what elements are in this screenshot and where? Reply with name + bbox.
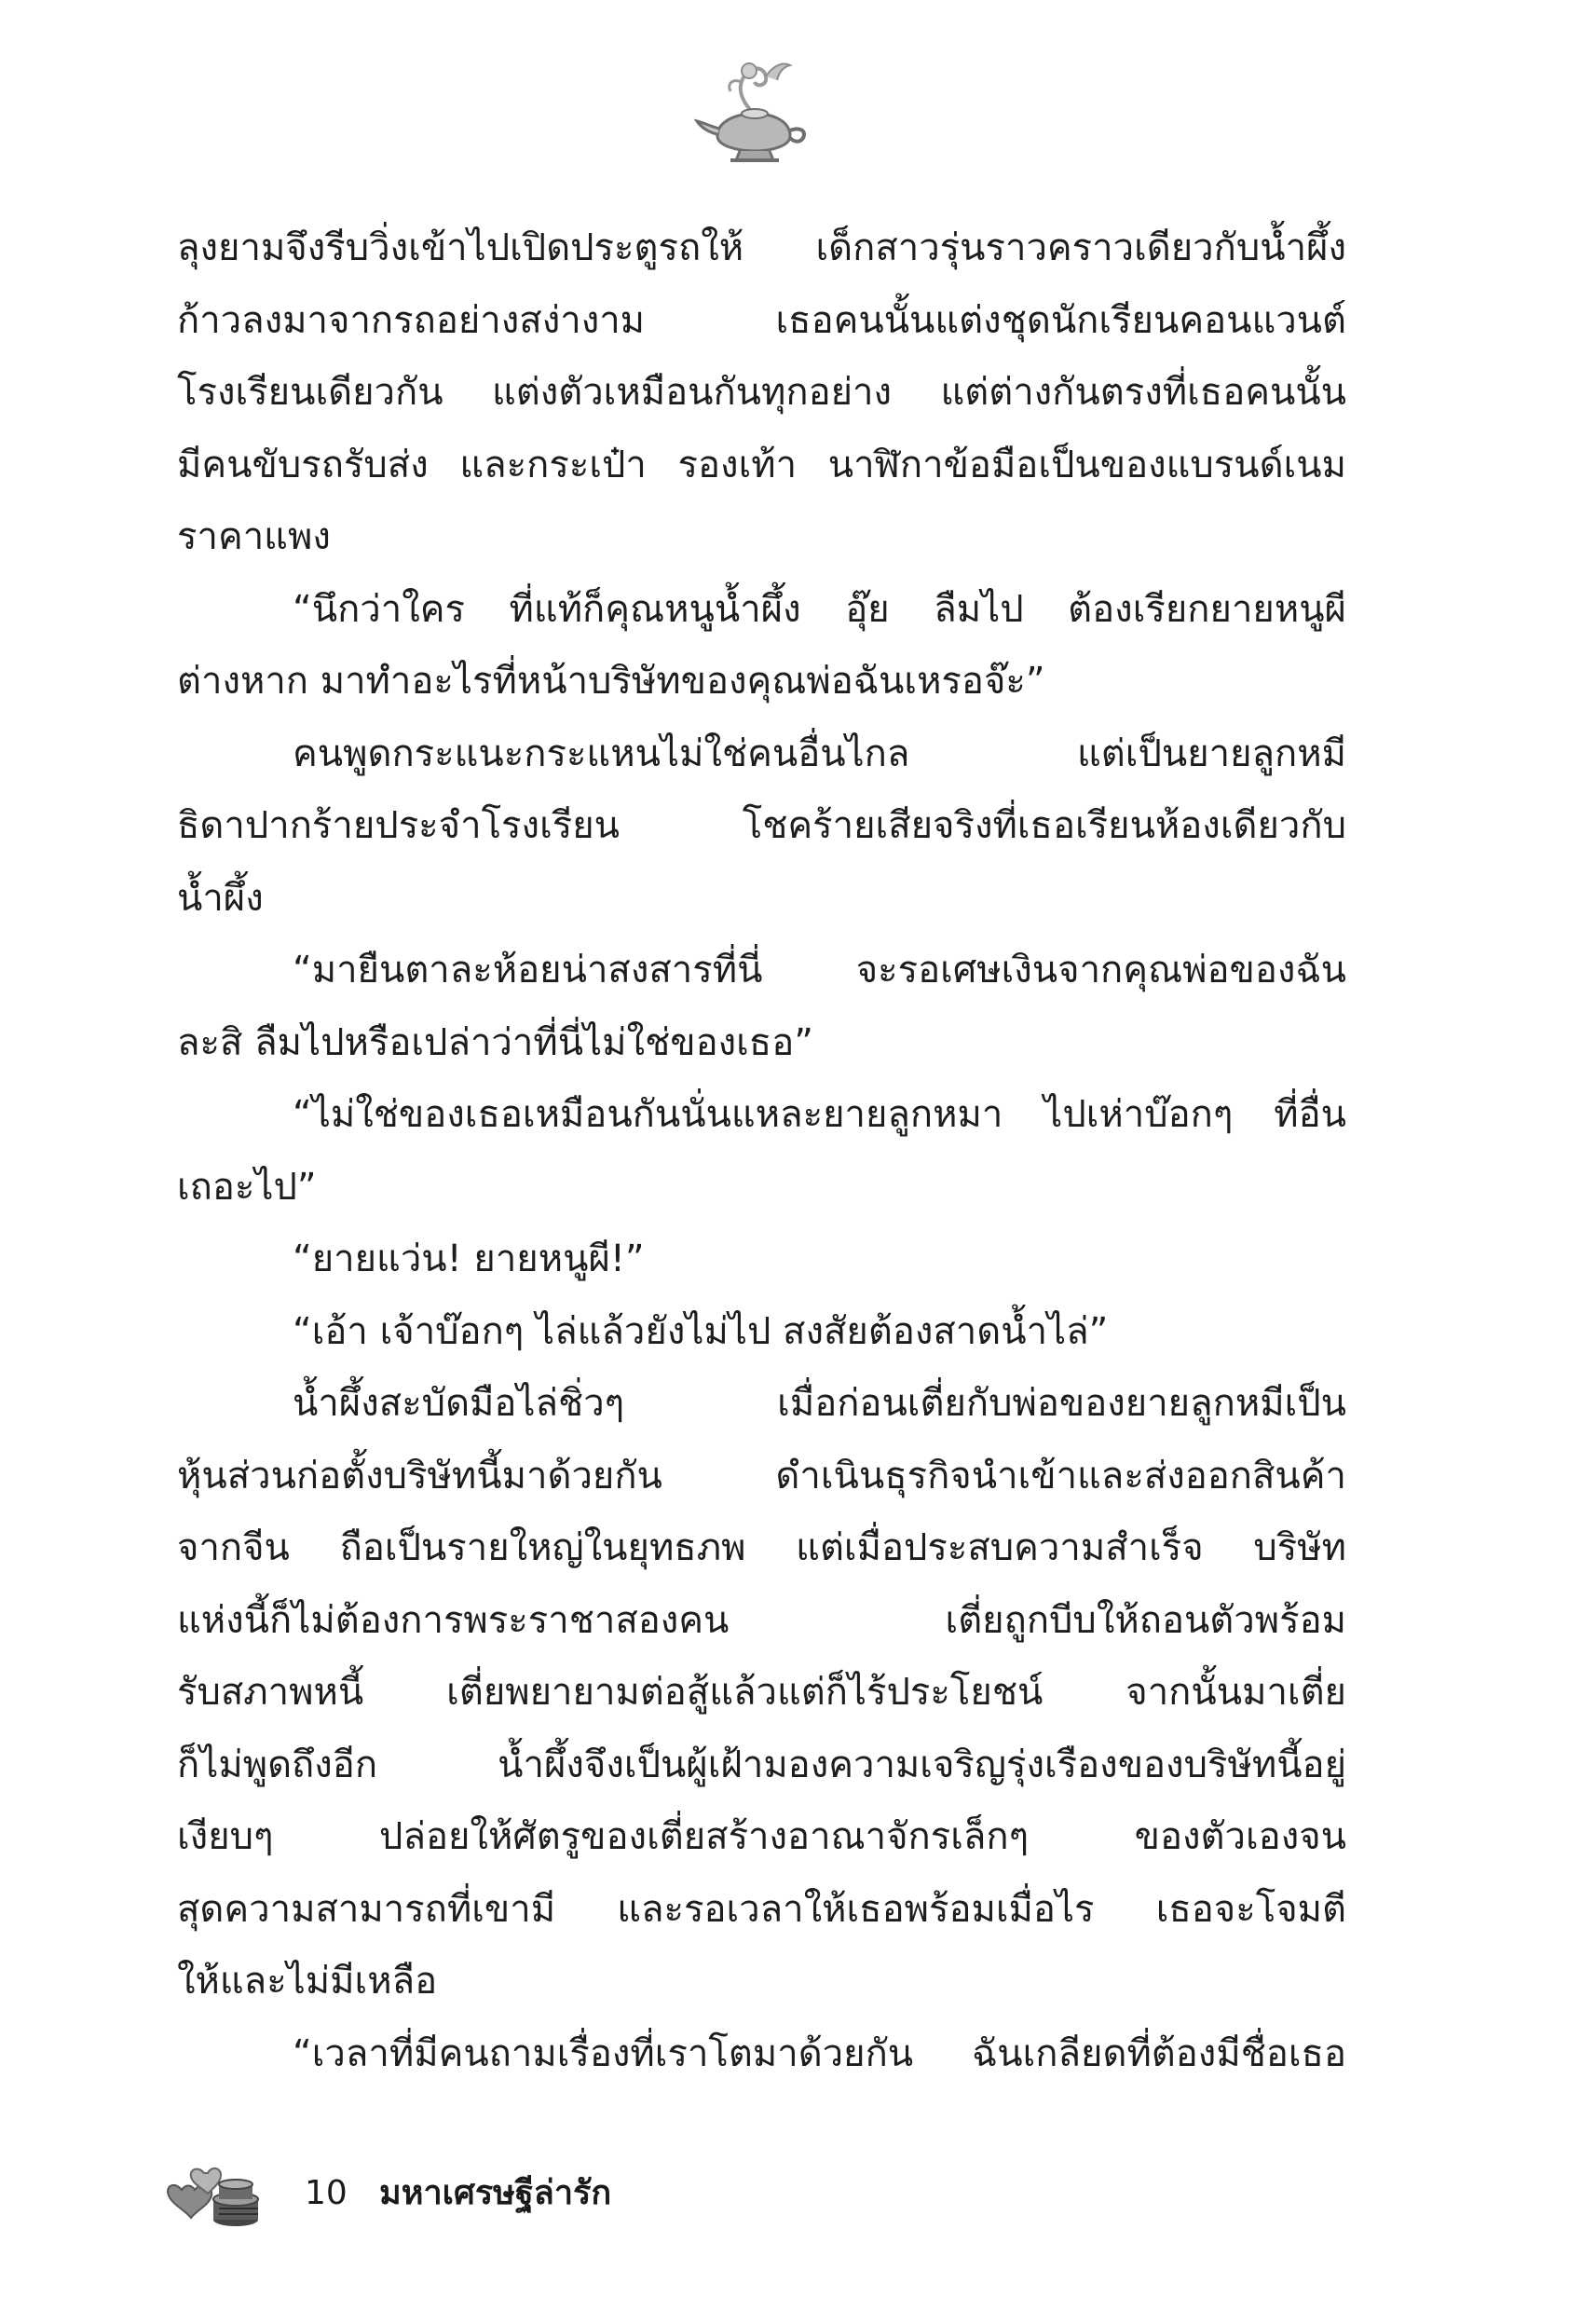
text-line: น้ำผึ้ง <box>177 876 264 920</box>
body-text <box>177 212 1346 2090</box>
hearts-coins-icon <box>163 2153 266 2232</box>
text-line: “เวลาที่มีคนถามเรื่องที่เราโตมาด้วยกัน ฉันเกลียดที่ต้องมีชื่อเธอ <box>293 2031 1346 2075</box>
book-title: มหาเศรษฐีล่ารัก <box>379 2174 612 2212</box>
text-line: “ยายแว่น! ยายหนูผี!” <box>293 1238 645 1280</box>
text-line: สุดความสามารถที่เขามี และรอเวลาให้เธอพร้อมเมื่อไร เธอจะโจมตี <box>177 1887 1346 1931</box>
text-line: จากจีน ถือเป็นรายใหญ่ในยุทธภพ แต่เมื่อประสบความสำเร็จ บริษัท <box>177 1526 1346 1569</box>
text-line: ก้าวลงมาจากรถอย่างสง่างาม เธอคนนั้นแต่งชุดนักเรียนคอนแวนต์ <box>177 298 1346 342</box>
text-line: เถอะไป” <box>177 1165 317 1209</box>
text-line: “มายืนตาละห้อยน่าสงสารที่นี่ จะรอเศษเงินจากคุณพ่อของฉัน <box>293 949 1346 991</box>
text-line: ละสิ ลืมไปหรือเปล่าว่าที่นี่ไม่ใช่ของเธอ” <box>177 1020 813 1064</box>
text-line: “เอ้า เจ้าบ๊อกๆ ไล่แล้วยังไม่ไป สงสัยต้องสาดน้ำไล่” <box>293 1309 1109 1353</box>
text-line: มีคนขับรถรับส่ง และกระเป๋า รองเท้า นาฬิกาข้อมือเป็นของแบรนด์เนม <box>177 443 1346 486</box>
text-line: คนพูดกระแนะกระแหนไม่ใช่คนอื่นไกล แต่เป็นยายลูกหมี <box>293 732 1346 775</box>
text-line: เงียบๆ ปล่อยให้ศัตรูของเตี่ยสร้างอาณาจักรเล็กๆ ของตัวเองจน <box>177 1815 1346 1858</box>
text-line: “ไม่ใช่ของเธอเหมือนกันนั่นแหละยายลูกหมา ไปเห่าบ๊อกๆ ที่อื่น <box>293 1093 1346 1136</box>
page-footer <box>163 2143 815 2236</box>
genie-lamp-icon <box>689 45 820 175</box>
text-line: ก็ไม่พูดถึงอีก น้ำผึ้งจึงเป็นผู้เฝ้ามองความเจริญรุ่งเรืองของบริษัทนี้อยู่ <box>177 1743 1346 1786</box>
text-line: โรงเรียนเดียวกัน แต่งตัวเหมือนกันทุกอย่าง แต่ต่างกันตรงที่เธอคนนั้น <box>177 371 1346 414</box>
text-line: น้ำผึ้งสะบัดมือไล่ชิ่วๆ เมื่อก่อนเตี่ยกับพ่อของยายลูกหมีเป็น <box>293 1382 1346 1425</box>
text-line: แห่งนี้ก็ไม่ต้องการพระราชาสองคน เตี่ยถูกบีบให้ถอนตัวพร้อม <box>177 1598 1346 1642</box>
text-line: ธิดาปากร้ายประจำโรงเรียน โชคร้ายเสียจริงที่เธอเรียนห้องเดียวกับ <box>177 804 1346 847</box>
text-line: “นึกว่าใคร ที่แท้ก็คุณหนูน้ำผึ้ง อุ๊ย ลืมไป ต้องเรียกยายหนูผี <box>293 587 1346 631</box>
text-line: หุ้นส่วนก่อตั้งบริษัทนี้มาด้วยกัน ดำเนินธุรกิจนำเข้าและส่งออกสินค้า <box>177 1454 1346 1497</box>
text-line: ต่างหาก มาทำอะไรที่หน้าบริษัทของคุณพ่อฉันเหรอจ๊ะ” <box>177 660 1045 703</box>
text-line: ให้และไม่มีเหลือ <box>177 1960 438 2003</box>
text-line: ลุงยามจึงรีบวิ่งเข้าไปเปิดประตูรถให้ เด็กสาวรุ่นราวคราวเดียวกับน้ำผึ้ง <box>177 226 1346 269</box>
text-line: รับสภาพหนี้ เตี่ยพยายามต่อสู้แล้วแต่ก็ไร้ประโยชน์ จากนั้นมาเตี่ย <box>177 1671 1346 1714</box>
text-line: ราคาแพง <box>177 515 331 558</box>
page-number: 10 <box>305 2174 348 2212</box>
